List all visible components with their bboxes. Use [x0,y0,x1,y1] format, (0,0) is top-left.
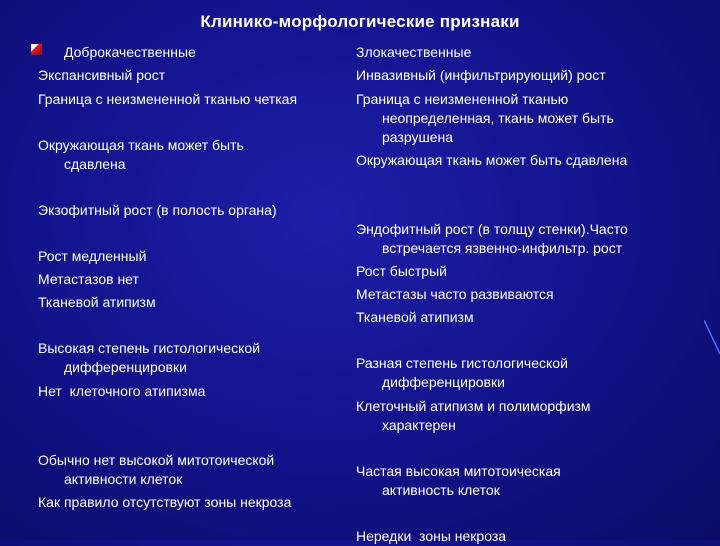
surrounding-tissue-line1: Окружающая ткань может быть [38,137,244,153]
high-differentiation-line2: дифференцировки [64,359,187,375]
no-cell-atypism: Нет клеточного атипизма [38,383,206,399]
endophytic-growth-line2: встречается язвенно-инфильтр. рост [382,240,623,256]
surrounding-tissue-line2: сдавлена [64,156,126,172]
varied-differentiation-line2: дифференцировки [382,374,505,390]
mitotic-activity-right-line1: Частая высокая митотоическая [356,463,561,479]
border-clear: Граница с неизмененной тканью четкая [38,91,298,107]
expansive-growth: Экспансивный рост [38,67,166,83]
varied-differentiation-line1: Разная степень гистологической [356,355,568,371]
high-differentiation-line1: Высокая степень гистологической [38,340,261,356]
no-necrosis: Как правило отсутствуют зоны некроза [38,494,292,510]
surrounding-tissue-right: Окружающая ткань может быть сдавлена [356,152,628,168]
mitotic-activity-left-line1: Обычно нет высокой митотоической [38,452,275,468]
cell-atypism-line2: характерен [382,417,456,433]
border-undefined-line1: Граница с неизмененной тканью [356,91,569,107]
necrosis-frequent: Нередки зоны некроза [356,528,507,544]
tissue-atypism-right: Тканевой атипизм [356,309,474,325]
malignant-column [340,0,720,544]
malignant-header: Злокачественные [356,44,472,60]
border-undefined-line3: разрушена [382,129,453,145]
exophytic-growth: Экзофитный рост (в полость органа) [38,202,277,218]
decorative-line [704,320,720,360]
endophytic-growth-line1: Эндофитный рост (в толщу стенки).Часто [356,221,628,237]
metastases-frequent: Метастазы часто развиваются [356,286,554,302]
mitotic-activity-right-line2: активность клеток [382,482,500,498]
fast-growth: Рост быстрый [356,263,447,279]
tissue-atypism-left: Тканевой атипизм [38,294,156,310]
no-metastases: Метастазов нет [38,271,139,287]
border-undefined-line2: неопределенная, ткань может быть [382,110,614,126]
slide-title: Клинико-морфологические признаки [200,12,520,31]
slow-growth: Рост медленный [38,248,147,264]
invasive-growth: Инвазивный (инфильтрирующий) рост [356,67,606,83]
benign-header: Доброкачественные [64,44,196,60]
mitotic-activity-left-line2: активности клеток [64,471,183,487]
cell-atypism-line1: Клеточный атипизм и полиморфизм [356,398,591,414]
benign-column [0,0,340,540]
